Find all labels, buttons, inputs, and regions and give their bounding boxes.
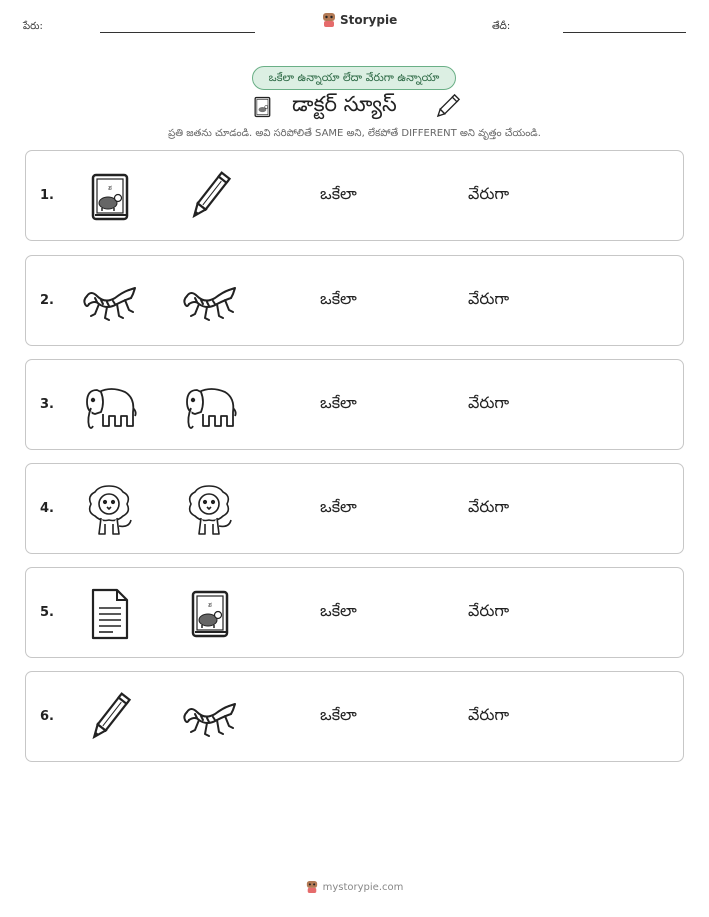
option-different[interactable]: వేరుగా — [468, 289, 510, 308]
option-same[interactable]: ఒకేలా — [320, 601, 357, 620]
title-row — [248, 92, 468, 122]
subtitle-badge: ఒకేలా ఉన్నాయా లేదా వేరుగా ఉన్నాయా — [252, 66, 456, 90]
pencil-icon — [432, 92, 462, 122]
option-same[interactable]: ఒకేలా — [320, 497, 357, 516]
lizard-icon — [81, 274, 137, 330]
brand-logo — [322, 12, 397, 28]
document-icon — [81, 586, 137, 642]
instructions: ప్రతి జతను చూడండి. అవి సరిపోలితే SAME అని, లేకపోతే DIFFERENT అని వృత్తం చేయండి. — [168, 128, 541, 139]
option-same[interactable]: ఒకేలా — [320, 705, 357, 724]
lion-icon — [181, 482, 237, 538]
option-different[interactable]: వేరుగా — [468, 393, 510, 412]
name-line[interactable] — [100, 32, 255, 33]
question-number: 5. — [40, 605, 54, 620]
question-row — [25, 150, 684, 241]
footer-url[interactable]: mystorypie.com — [322, 881, 404, 893]
option-same[interactable]: ఒకేలా — [320, 393, 357, 412]
date-line[interactable] — [563, 32, 686, 33]
page-title: డాక్టర్ స్యూస్ — [292, 92, 397, 116]
option-same[interactable]: ఒకేలా — [320, 289, 357, 308]
question-number: 4. — [40, 501, 54, 516]
question-row — [25, 359, 684, 450]
pencil-icon — [81, 690, 137, 746]
question-number: 2. — [40, 293, 54, 308]
option-different[interactable]: వేరుగా — [468, 184, 510, 203]
footer — [0, 880, 709, 894]
elephant-icon — [81, 378, 137, 434]
book-icon — [181, 586, 237, 642]
storypie-mascot-icon — [306, 880, 318, 894]
option-same[interactable]: ఒకేలా — [320, 184, 357, 203]
brand-name: Storypie — [340, 13, 398, 27]
question-number: 3. — [40, 397, 54, 412]
option-different[interactable]: వేరుగా — [468, 497, 510, 516]
lizard-icon — [181, 690, 237, 746]
pencil-icon — [181, 169, 237, 225]
question-row — [25, 567, 684, 658]
storypie-mascot-icon — [322, 12, 336, 28]
question-row — [25, 671, 684, 762]
date-label: తేదీ: — [492, 21, 511, 32]
question-row — [25, 463, 684, 554]
option-different[interactable]: వేరుగా — [468, 705, 510, 724]
book-icon — [250, 95, 274, 119]
elephant-icon — [181, 378, 237, 434]
lizard-icon — [181, 274, 237, 330]
question-number: 6. — [40, 709, 54, 724]
question-number: 1. — [40, 188, 54, 203]
name-label: పేరు: — [23, 21, 43, 32]
book-icon — [81, 169, 137, 225]
option-different[interactable]: వేరుగా — [468, 601, 510, 620]
question-row — [25, 255, 684, 346]
lion-icon — [81, 482, 137, 538]
